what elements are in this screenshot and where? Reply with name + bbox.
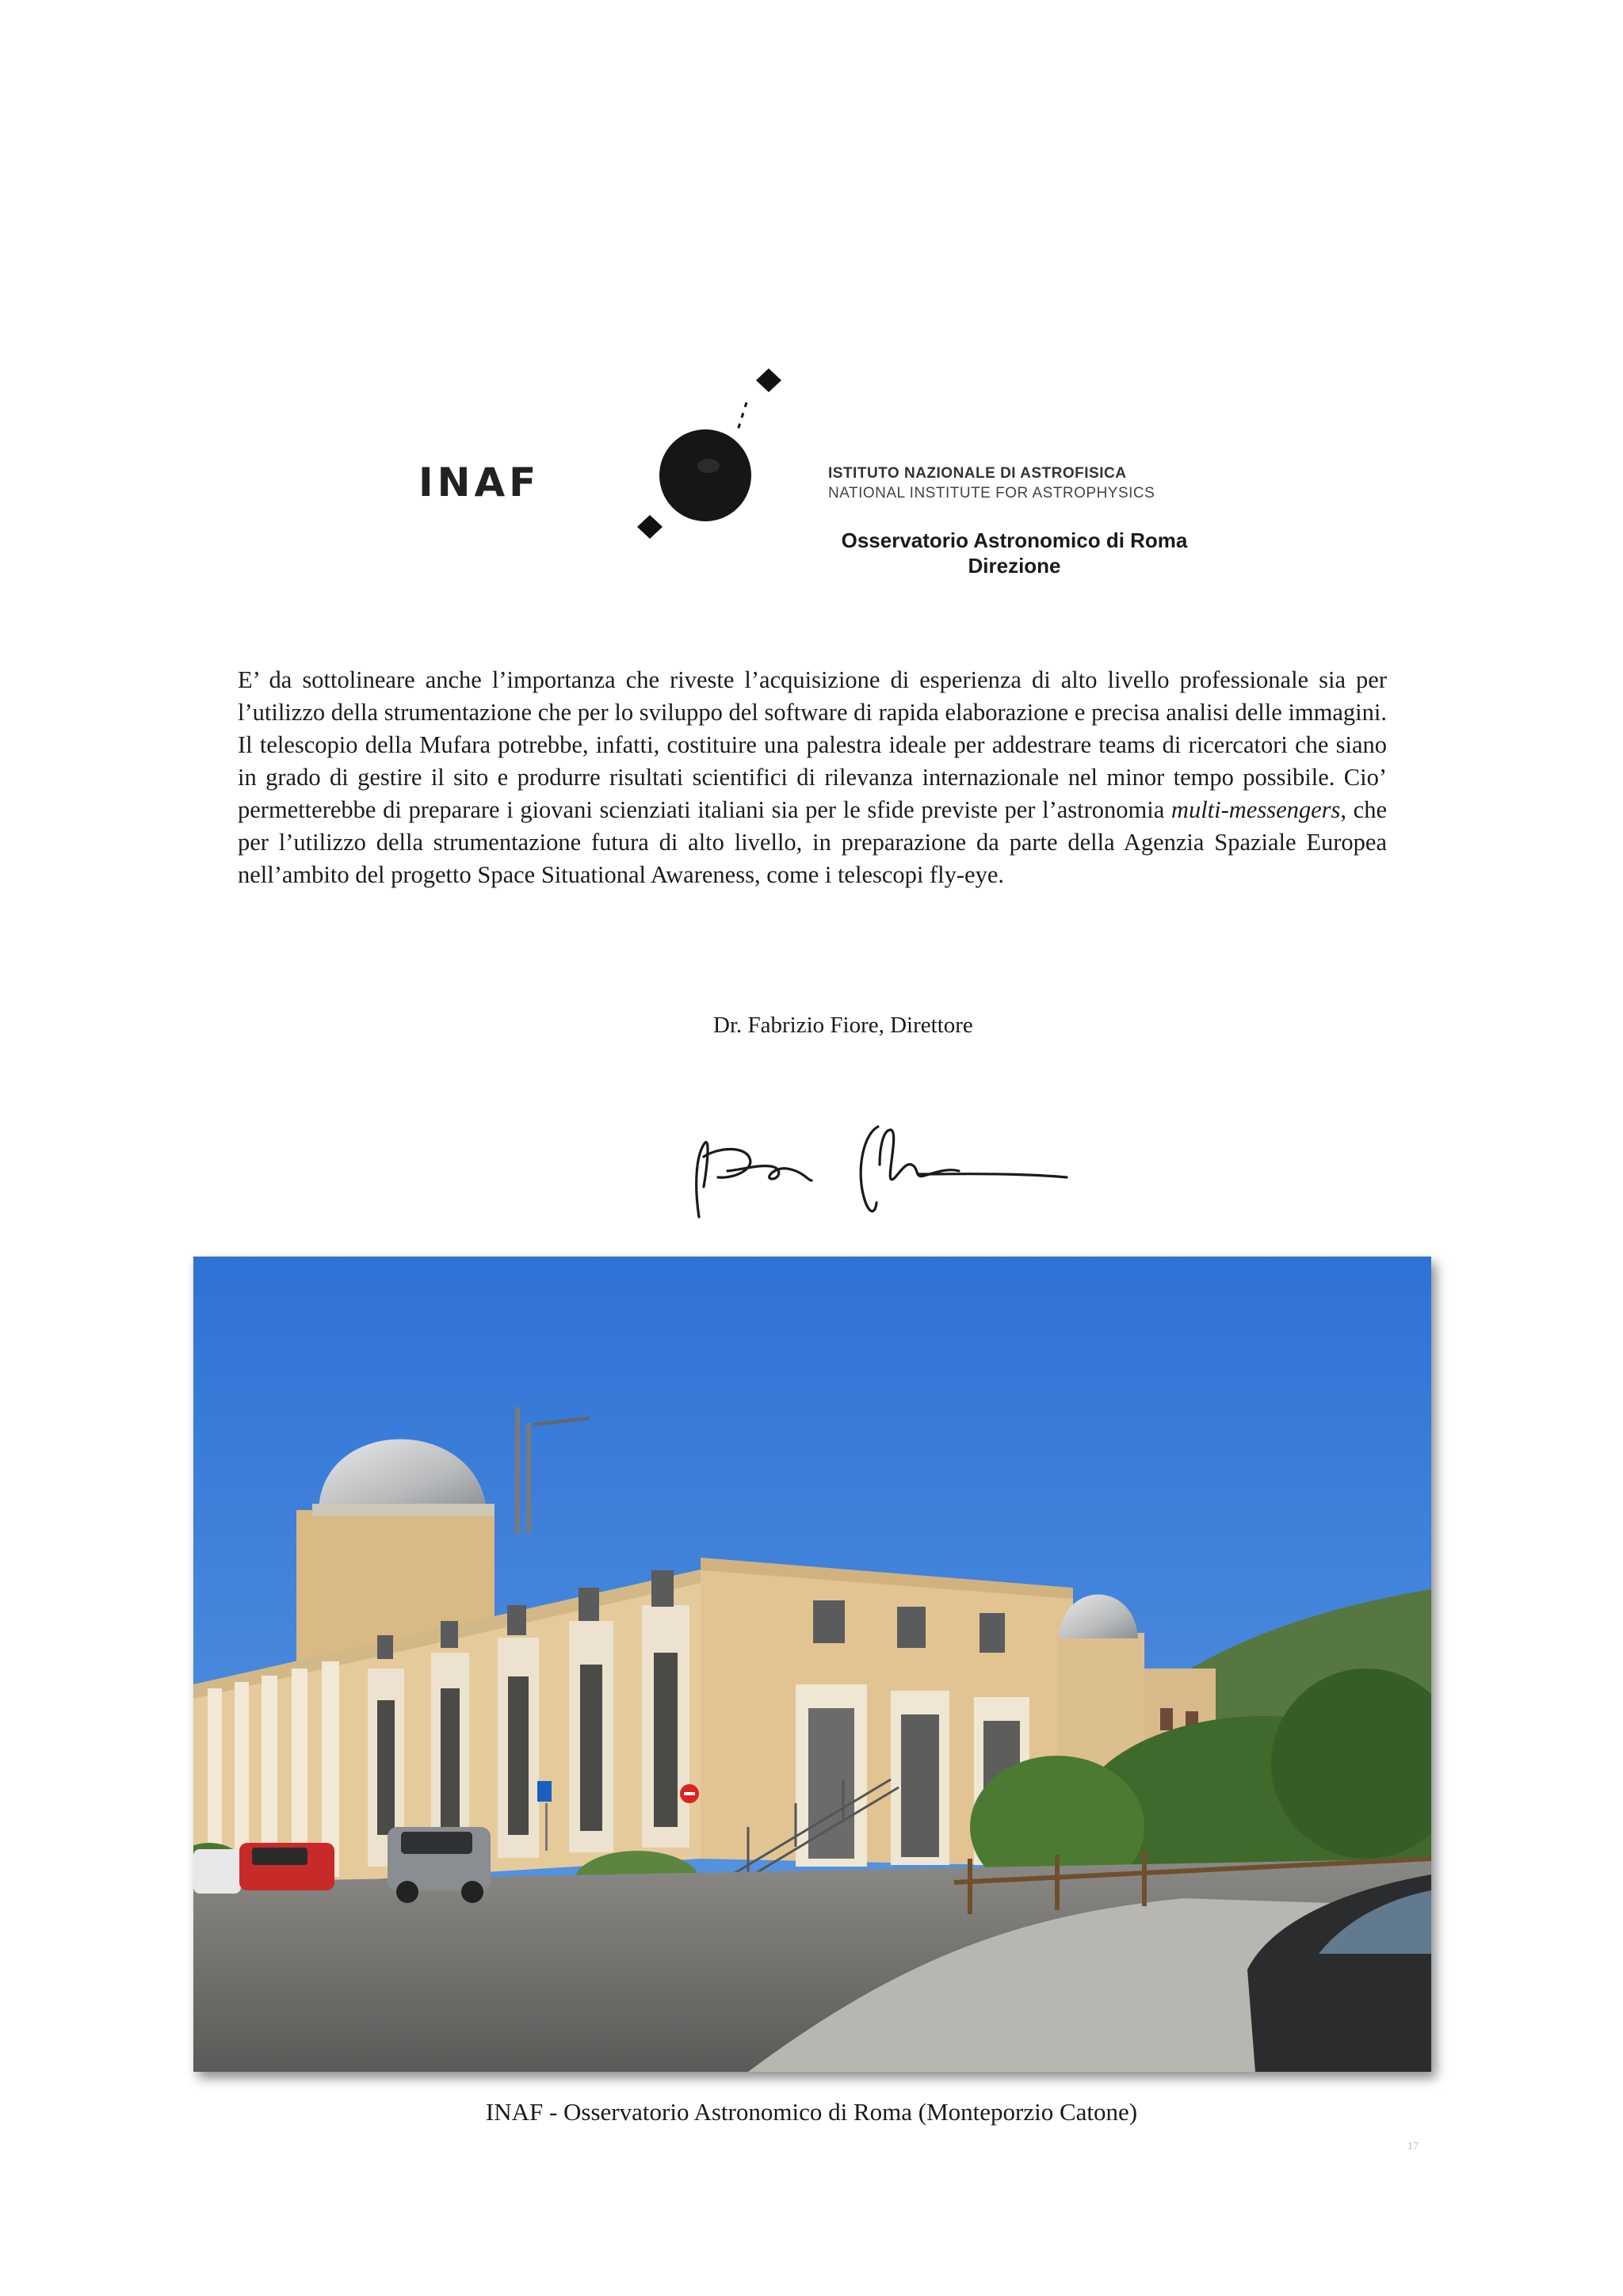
observatory-heading xyxy=(792,528,1236,578)
observatory-name: Osservatorio Astronomico di Roma xyxy=(841,528,1188,552)
letter-text-part-1: E’ da sottolineare anche l’importanza che riveste l’acquisizione di esperienza di alto livello professionale sia per l’utilizzo della strumentazione che per lo sviluppo del software di rapida elaborazione e precisa analisi delle immagini. Il telescopio della Mufara potrebbe, infatti, costituire una palestra ideale per addestrare teams di ricercatori che siano in grado di gestire il sito e produrre risultati scientifici di rilevanza internazionale nel minor tempo possibile. Cio’ permetterebbe di preparare i giovani scienziati italiani sia per le sfide previste per l’astronomia xyxy=(238,666,1387,823)
letterhead xyxy=(412,364,1236,602)
institute-name-en: NATIONAL INSTITUTE FOR ASTROPHYSICS xyxy=(828,485,1155,502)
signer-name: Dr. Fabrizio Fiore, Direttore xyxy=(713,1013,973,1038)
letter-paragraph xyxy=(238,664,1387,891)
inaf-logo-icon xyxy=(626,364,785,570)
handwritten-signature xyxy=(672,1098,1084,1257)
inaf-wordmark: INAF xyxy=(418,460,540,505)
institute-name-it: ISTITUTO NAZIONALE DI ASTROFISICA xyxy=(828,465,1127,482)
department-name: Direzione xyxy=(968,554,1061,578)
letter-text-part-2: , che per l’utilizzo della strumentazione futura di alto livello, in preparazione da parte della Agenzia Spaziale Europea nell’ambito del progetto Space Situational Awareness, come i telescopi fly-eye. xyxy=(238,796,1388,888)
photo-caption: INAF - Osservatorio Astronomico di Roma (Monteporzio Catone) xyxy=(485,2098,1138,2126)
observatory-photo xyxy=(193,1257,1431,2072)
page-number: 17 xyxy=(1407,2141,1419,2153)
observatory-building-illustration xyxy=(193,1257,1431,2072)
letter-italic-term: multi-messengers xyxy=(1170,796,1341,823)
